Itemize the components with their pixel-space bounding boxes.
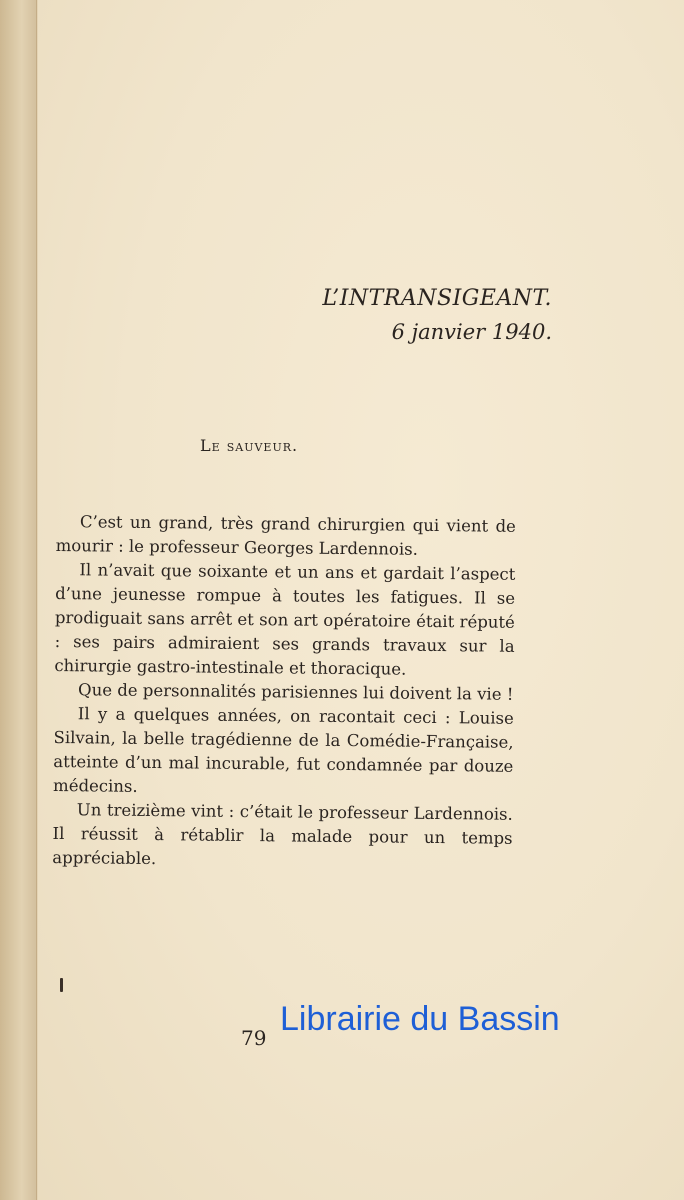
paragraph: Que de personnalités parisiennes lui doivent la vie !: [78, 680, 514, 704]
facing-page-edge: [0, 0, 37, 1200]
body-text: [52, 510, 516, 875]
section-title: Le sauveur.: [200, 436, 299, 455]
ink-mark: [60, 978, 63, 992]
page-number: 79: [241, 1026, 267, 1050]
publication-name: L’INTRANSIGEANT.: [322, 286, 552, 311]
paragraph: Il y a quelques années, on racontait ceci : Louise Silvain, la belle tragédienne de la Comédie-Française, atteinte d’un mal incurable, fut condamnée par douze médecins.: [53, 704, 514, 796]
paragraph: Un treizième vint : c’était le professeur Lardennois. Il réussit à rétablir la malade pour un temps appréciable.: [52, 800, 513, 869]
bookseller-watermark: Librairie du Bassin: [280, 1000, 560, 1038]
paragraph: C’est un grand, très grand chirurgien qui vient de mourir : le professeur Georges Lardennois.: [55, 512, 516, 559]
paragraph: Il n’avait que soixante et un ans et gardait l’aspect d’une jeunesse rompue à toutes les fatigues. Il se prodiguait sans arrêt et son art opératoire était réputé : ses pairs admiraient ses grands travaux sur la chirurgie gastro-intestinale et thoracique.: [54, 560, 516, 679]
publication-date: 6 janvier 1940.: [391, 320, 552, 344]
